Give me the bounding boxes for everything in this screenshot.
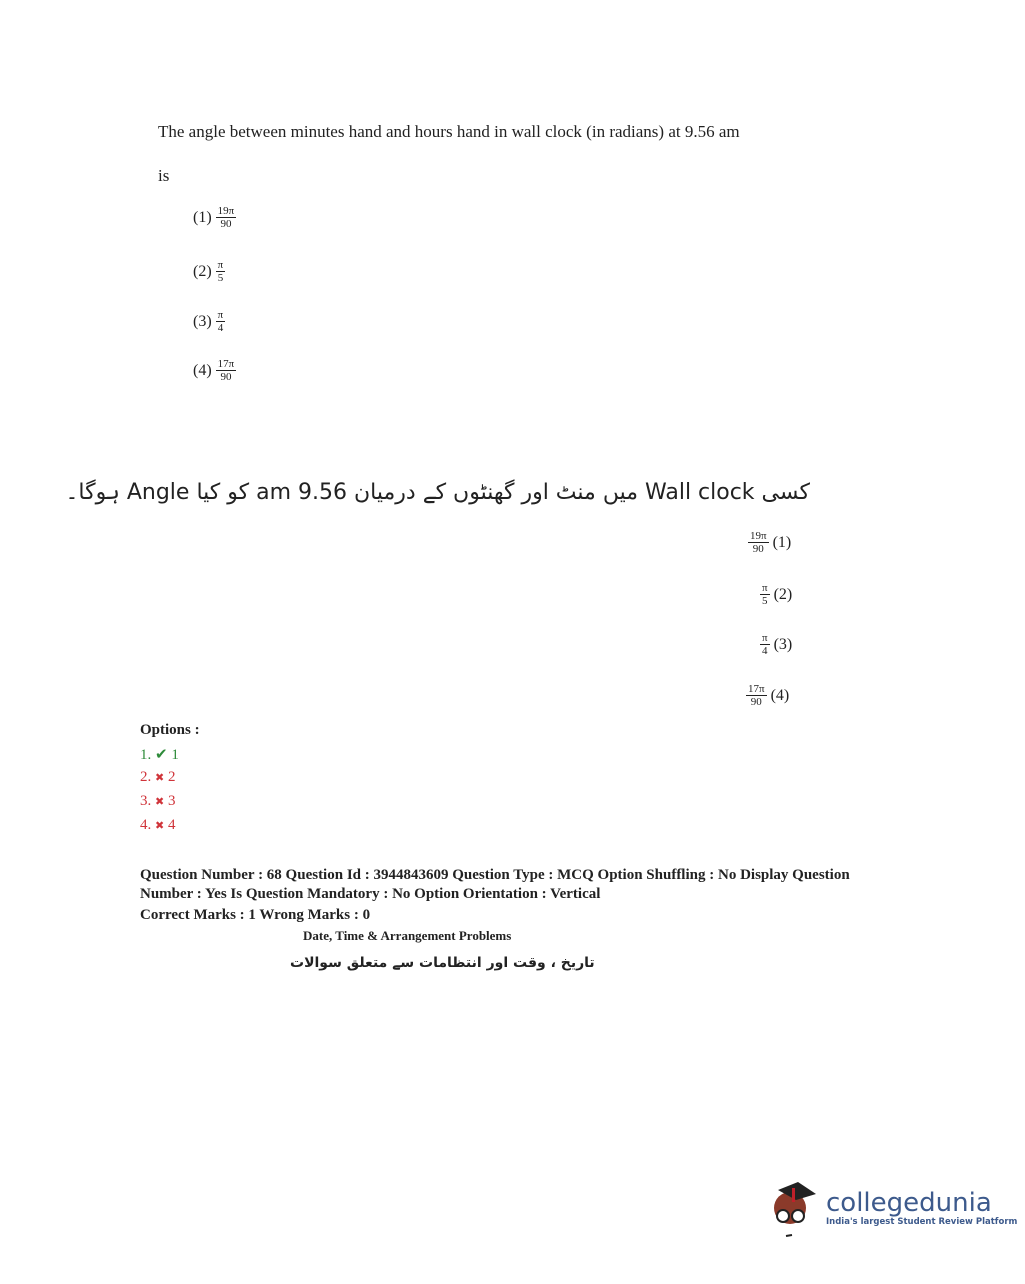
category-english: Date, Time & Arrangement Problems <box>303 928 512 943</box>
brand-name: collegedunia <box>826 1188 992 1218</box>
answer-option-2: 2. ✖ 2 <box>140 769 176 785</box>
answer-option-3: 3. ✖ 3 <box>140 793 176 809</box>
urdu-option-4: $\frac{17\pi}{90}$ (4) <box>748 683 790 708</box>
mascot-icon <box>768 1178 820 1238</box>
check-icon: ✔ <box>155 747 168 763</box>
fraction: $\frac{19\pi}{90}$ <box>217 205 235 230</box>
cross-icon: ✖ <box>155 796 165 808</box>
cross-icon: ✖ <box>155 772 165 784</box>
fraction: $\frac{17\pi}{90}$ <box>217 358 235 383</box>
answer-option-1: 1. ✔ 1 <box>140 747 179 763</box>
cross-icon: ✖ <box>155 820 165 832</box>
fraction: $\frac{\pi}{5}$ <box>217 259 224 284</box>
question-text-cont: is <box>158 166 170 185</box>
urdu-option-1: $\frac{19\pi}{90}$ (1) <box>750 530 792 555</box>
option-4 <box>193 358 236 383</box>
meta-line-1: Question Number : 68 Question Id : 3944843609 Question Type : MCQ Option Shuffling : No Display Question Number : Yes Is Question Mandatory : No Option Orientation : Vertical <box>140 867 850 902</box>
option-3 <box>193 309 225 334</box>
option-number: (4) <box>193 361 212 379</box>
options-heading: Options : <box>140 722 200 738</box>
option-2 <box>193 259 225 284</box>
question-meta <box>140 866 900 925</box>
urdu-option-2: $\frac{\pi}{5}$ (2) <box>762 582 793 607</box>
fraction: $\frac{\pi}{4}$ <box>217 309 224 334</box>
question-text: The angle between minutes hand and hours hand in wall clock (in radians) at 9.56 am <box>158 122 740 141</box>
option-number: (1) <box>193 208 212 226</box>
meta-line-2: Correct Marks : 1 Wrong Marks : 0 <box>140 907 371 923</box>
brand-tagline: India's largest Student Review Platform <box>826 1217 1018 1227</box>
urdu-option-3: $\frac{\pi}{4}$ (3) <box>762 632 793 657</box>
option-number: (3) <box>193 312 212 330</box>
option-1 <box>193 205 236 230</box>
urdu-question-text: کسی Wall clock میں منٹ اور گھنٹوں کے درمیان 9.56 am کو کیا Angle ہوگا۔ <box>65 480 810 505</box>
category-urdu: تاریخ ، وقت اور انتظامات سے متعلق سوالات <box>290 955 595 971</box>
answer-option-4: 4. ✖ 4 <box>140 817 176 833</box>
collegedunia-logo <box>768 1178 1017 1238</box>
option-number: (2) <box>193 262 212 280</box>
